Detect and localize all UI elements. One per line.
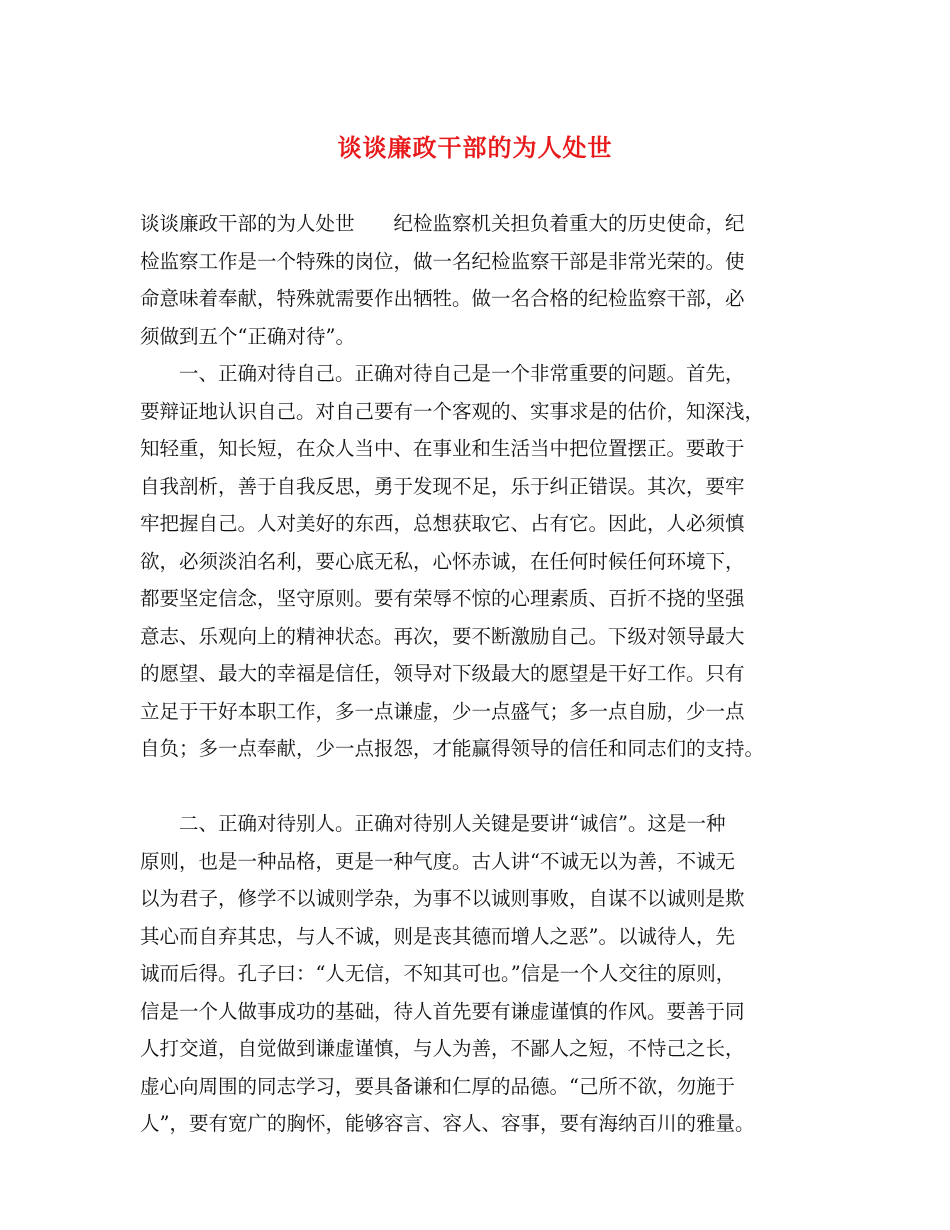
- text-line: 知轻重，知长短，在众人当中、在事业和生活当中把位置摆正。要敢于: [140, 437, 745, 460]
- paragraph-section-two: [140, 805, 830, 1143]
- document-body: [140, 205, 830, 1143]
- text-line: 二、正确对待别人。正确对待别人关键是要讲“诚信”。这是一种: [140, 812, 726, 835]
- text-line: 的愿望、最大的幸福是信任，领导对下级最大的愿望是干好工作。只有: [140, 662, 745, 685]
- text-line: 立足于干好本职工作，多一点谦虚，少一点盛气；多一点自励，少一点: [140, 699, 745, 723]
- text-line: 信是一个人做事成功的基础，待人首先要有谦虚谨慎的作风。要善于同: [140, 999, 745, 1023]
- text-line: 谈谈廉政干部的为人处世 纪检监察机关担负着重大的历史使命，纪: [140, 212, 745, 235]
- text-line: 一、正确对待自己。正确对待自己是一个非常重要的问题。首先，: [140, 362, 745, 385]
- paragraph-spacer: [140, 768, 830, 806]
- text-line: 以为君子，修学不以诚则学杂，为事不以诚则事败，自谋不以诚则是欺: [140, 887, 745, 910]
- text-line: 诚而后得。孔子曰：“人无信，不知其可也。”信是一个人交往的原则，: [140, 962, 736, 985]
- paragraph-intro: [140, 205, 830, 355]
- text-line: 原则，也是一种品格，更是一种气度。古人讲“不诚无以为善，不诚无: [140, 849, 735, 873]
- text-line: 牢把握自己。人对美好的东西，总想获取它、占有它。因此，人必须慎: [140, 512, 745, 535]
- text-line: 检监察工作是一个特殊的岗位，做一名纪检监察干部是非常光荣的。使: [140, 249, 745, 273]
- text-line: 人”，要有宽广的胸怀，能够容言、容人、容事，要有海纳百川的雅量。: [140, 1112, 755, 1135]
- text-line: 须做到五个“正确对待”。: [140, 324, 355, 348]
- text-line: 意志、乐观向上的精神状态。再次，要不断激励自己。下级对领导最大: [140, 624, 745, 648]
- text-line: 自负；多一点奉献，少一点报怨，才能赢得领导的信任和同志们的支持。: [140, 737, 765, 760]
- paragraph-section-one: [140, 355, 830, 768]
- text-line: 虚心向周围的同志学习，要具备谦和仁厚的品德。“己所不欲，勿施于: [140, 1074, 735, 1098]
- text-line: 命意味着奉献，特殊就需要作出牺牲。做一名合格的纪检监察干部，必: [140, 287, 745, 310]
- text-line: 人打交道，自觉做到谦虚谨慎，与人为善，不鄙人之短，不恃己之长，: [140, 1037, 745, 1060]
- text-line: 其心而自弃其忠，与人不诚，则是丧其德而增人之恶”。以诚待人，先: [140, 924, 735, 948]
- text-line: 都要坚定信念，坚守原则。要有荣辱不惊的心理素质、百折不挠的坚强: [140, 587, 745, 610]
- text-line: 要辩证地认识自己。对自己要有一个客观的、实事求是的估价，知深浅，: [140, 399, 765, 423]
- text-line: 自我剖析，善于自我反思，勇于发现不足，乐于纠正错误。其次，要牢: [140, 474, 745, 498]
- text-line: 欲，必须淡泊名利，要心底无私，心怀赤诚，在任何时候任何环境下，: [140, 549, 745, 573]
- document-title: 谈谈廉政干部的为人处世: [337, 133, 613, 162]
